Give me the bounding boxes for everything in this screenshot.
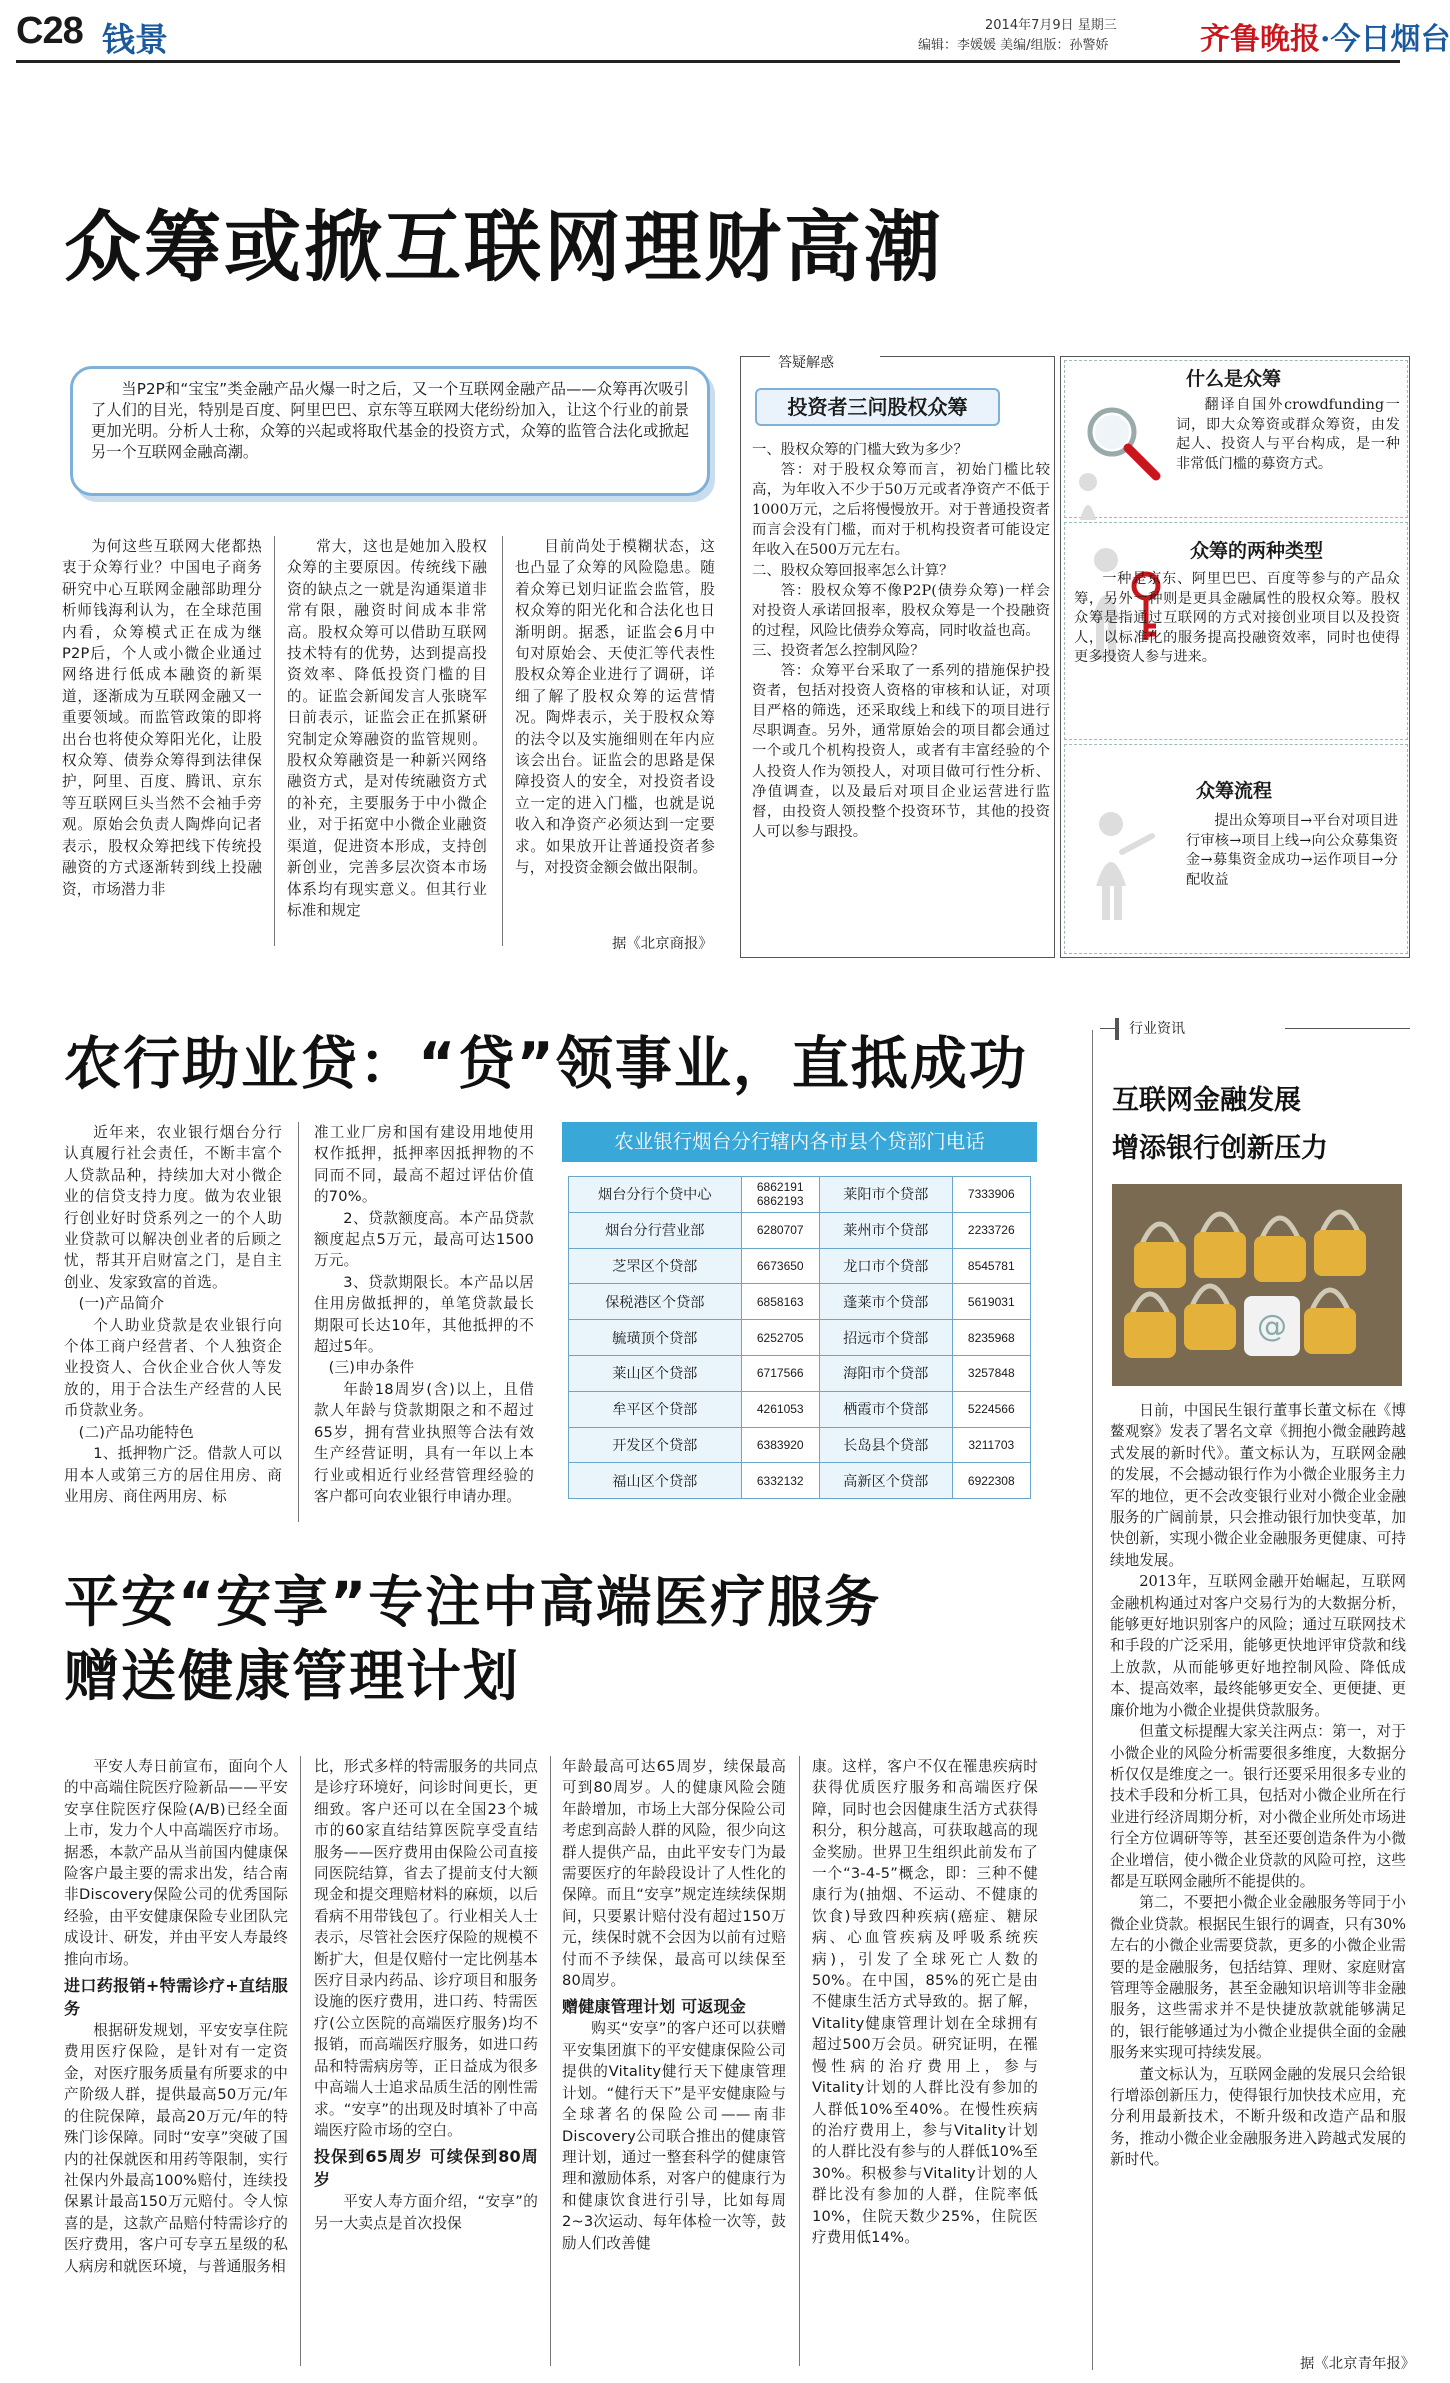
branch-name-cell: 莱山区个贷部 (569, 1355, 742, 1391)
subheading: 投保到65周岁 可续保到80周岁 (314, 2147, 538, 2190)
phone-table-row (569, 1212, 1031, 1248)
qa-answer: 答：股权众筹不像P2P(债券众筹)一样会对投资人承诺回报率，股权众筹是一个投融资的过程，风险比债券众筹高，同时收益也高。 (752, 582, 1050, 639)
article3-col4 (812, 1756, 1038, 2371)
info-title-what: 什么是众筹 (1186, 368, 1282, 390)
paragraph: 购买“安享”的客户还可以获赠平安集团旗下的平安健康保险公司提供的Vitality健行天下健康管理计划。“健行天下”是平安健康险与全球著名的保险公司——南非Discovery公司联合推出的健康管理计划，通过一整套科学的健康管理和激励体系，对客户的健康行为和健康饮食进行引导，比如每周2~3次运动、每年体检一次等，鼓励人们改善健 (562, 2020, 786, 2252)
paragraph: 1、抵押物广泛。借款人可以用本人或第三方的居住用房、商业用房、商住两用房、标 (64, 1445, 282, 1505)
qa-answer: 答：众筹平台采取了一系列的措施保护投资者，包括对投资人资格的审核和认证，对项目严格的筛选，还采取线上和线下的项目进行尽职调查。另外，通常原始会的项目都会通过一个或几个机构投资人，或者有丰富经验的个人投资人作为领投人，对项目做可行性分析、净值调查，以及最后对项目企业运营进行监督，由投资人领投整个投资环节，其他的投资人可以参与跟投。 (752, 663, 1050, 840)
phone-number-cell: 6280707 (741, 1212, 819, 1248)
section-name: 钱景 (102, 20, 168, 59)
article3-headline-line1: 平安“安享”专注中高端医疗服务 (64, 1570, 882, 1634)
branch-name-cell: 烟台分行个贷中心 (569, 1177, 742, 1213)
phone-table-row (569, 1177, 1031, 1213)
phone-number-cell: 6252705 (741, 1320, 819, 1356)
article2-col2 (314, 1122, 534, 1522)
paragraph: 2013年，互联网金融开始崛起，互联网金融机构通过对客户交易行为的大数据分析，能够更好地识别客户的风险；通过互联网技术和手段的广泛采用，能够更快地评审贷款和线上放款，从而能够更好地控制风险、降低成本、提高效率，最终能够更安全、更便捷、更廉价地为小微企业提供贷款服务。 (1110, 1573, 1406, 1719)
editor-credits: 编辑：李媛媛 美编/组版：孙警娇 (918, 38, 1109, 53)
phone-table-row (569, 1427, 1031, 1463)
info-title-process: 众筹流程 (1196, 780, 1273, 802)
paragraph: 平安人寿方面介绍，“安享”的另一大卖点是首次投保 (314, 2193, 538, 2232)
paragraph: 年龄18周岁(含)以上，且借款人年龄与贷款期限之和不超过65岁，拥有营业执照等合法有效生产经营证明，具有一年以上本行业或相近行业经营管理经验的客户都可向农业银行申请办理。 (314, 1380, 534, 1505)
phone-table-row (569, 1391, 1031, 1427)
qa-body (752, 440, 1050, 960)
branch-name-cell: 毓璜顶个贷部 (569, 1320, 742, 1356)
subheading: 进口药报销+特需诊疗+直结服务 (64, 1976, 288, 2019)
page-number: C28 (16, 10, 83, 52)
phone-number-cell: 6858163 (741, 1284, 819, 1320)
article1-col1: 为何这些互联网大佬都热衷于众筹行业？中国电子商务研究中心互联网金融部助理分析师钱海利认为，在全球范围内看，众筹模式正在成为继P2P后，个人或小微企业通过网络进行低成本融资的新渠道，逐渐成为互联网金融又一重要领域。而监管政策的即将出台也将使众筹阳光化，让股权众筹、债券众筹得到法律保护，阿里、百度、腾讯、京东等互联网巨头当然不会袖手旁观。原始会负责人陶烨向记者表示，股权众筹把线下传统投融资的方式逐渐转到线上投融资，市场潜力非 (62, 538, 262, 898)
phone-table-row (569, 1284, 1031, 1320)
phone-directory-table (568, 1176, 1031, 1499)
article1-source: 据《北京商报》 (612, 936, 713, 952)
phone-number-cell: 3211703 (952, 1427, 1030, 1463)
branch-name-cell: 烟台分行营业部 (569, 1212, 742, 1248)
article1-headline: 众筹或掀互联网理财高潮 (64, 204, 944, 293)
article2-headline: 农行助业贷：“贷”领事业，直抵成功 (64, 1031, 1028, 1097)
phone-number-cell: 6332132 (741, 1463, 819, 1499)
paragraph: 2、贷款额度高。本产品贷款额度起点5万元，最高可达1500万元。 (314, 1209, 534, 1270)
branch-name-cell: 保税港区个贷部 (569, 1284, 742, 1320)
info-text-types: 一种是京东、阿里巴巴、百度等参与的产品众筹，另外一种则是更具金融属性的股权众筹。股权众筹是指通过互联网的方式对接创业项目以及投资人，以标准化的服务提高投融资效率，同时也使得更多投资人参与进来。 (1074, 571, 1400, 666)
qa-question: 二、股权众筹回报率怎么计算？ (752, 562, 954, 579)
qa-question: 一、股权众筹的门槛大致为多少？ (752, 442, 968, 458)
padlocks-photo (1112, 1184, 1402, 1386)
phone-number-cell: 6922308 (952, 1463, 1030, 1499)
paragraph: 康。这样，客户不仅在罹患疾病时获得优质医疗服务和高端医疗保障，同时也会因健康生活方式获得积分，积分越高，可获取越高的现金奖励。世界卫生组织此前发布了一个“3-4-5”概念，即：三种不健康行为(抽烟、不运动、不健康的饮食)导致四种疾病(癌症、糖尿病、心血管疾病及呼吸系统疾病)，引发了全球死亡人数的50%。在中国，85%的死亡是由不健康生活方式导致的。据了解，Vitality健康管理计划在全球拥有超过500万会员。研究证明，在罹慢性病的治疗费用上，参与Vitality计划的人群比没有参加的人群低10%至40%。在慢性疾病的治疗费用上，参与Vitality计划的人群比没有参与的人群低10%至30%。积极参与Vitality计划的人群比没有参加的人群，住院率低10%，住院天数少25%，住院医疗费用低14%。 (812, 1758, 1038, 2246)
column-divider (274, 536, 275, 946)
sidebar-title-line1: 互联网金融发展 (1112, 1085, 1301, 1116)
phone-number-cell: 3257848 (952, 1355, 1030, 1391)
column-divider (550, 1756, 551, 2366)
header-rule (16, 60, 1400, 63)
column-divider (799, 1756, 800, 2366)
branch-name-cell: 长岛县个贷部 (819, 1427, 952, 1463)
phone-number-cell: 5619031 (952, 1284, 1030, 1320)
phone-number-cell: 5224566 (952, 1391, 1030, 1427)
phone-number-cell: 4261053 (741, 1391, 819, 1427)
subheading: (二)产品功能特色 (78, 1423, 194, 1441)
article2-col1 (64, 1122, 282, 1522)
paragraph: 3、贷款期限长。本产品以居住用房做抵押的，单笔贷款最长期限可长达10年，其他抵押的不超过5年。 (314, 1273, 534, 1356)
branch-name-cell: 福山区个贷部 (569, 1463, 742, 1499)
branch-name-cell: 牟平区个贷部 (569, 1391, 742, 1427)
paragraph: 根据研发规划，平安安享住院费用医疗保险，是针对有一定资金，对医疗服务质量有所要求的中产阶级人群，提供最高50万元/年的住院保障，最高20万元/年的特殊门诊保障。同时“安享”突破了国内的社保就医和用药等限制，实行社保内外最高100%赔付，连续投保累计最高150万元赔付。令人惊喜的是，这款产品赔付特需诊疗的医疗费用，客户可专享五星级的私人病房和就医环境，与普通服务相 (64, 2022, 288, 2275)
phone-number-cell: 6717566 (741, 1355, 819, 1391)
sidebar-title-line2: 增添银行创新压力 (1112, 1133, 1328, 1164)
info-text-what: 翻译自国外crowdfunding一词，即大众筹资或群众筹资，由发起人、投资人与平台构成，是一种非常低门槛的募资方式。 (1176, 397, 1400, 472)
sidebar-source: 据《北京青年报》 (1300, 2356, 1416, 2372)
branch-name-cell: 栖霞市个贷部 (819, 1391, 952, 1427)
qa-question: 三、投资者怎么控制风险？ (752, 642, 925, 659)
paragraph: 准工业厂房和国有建设用地使用权作抵押，抵押率因抵押物的不同而不同，最高不超过评估价值的70%。 (314, 1124, 534, 1206)
branch-name-cell: 龙口市个贷部 (819, 1248, 952, 1284)
subheading: (三)申办条件 (328, 1359, 415, 1377)
article1-col2: 常大，这也是她加入股权众筹的主要原因。传统线下融资的缺点之一就是沟通渠道非常有限，融资时间成本非常高。股权众筹可以借助互联网技术特有的优势，达到提高投资效率、降低投资门槛的目的。证监会新闻发言人张晓军日前表示，证监会正在抓紧研究制定众筹融资的监管规则。股权众筹融资是一种新兴网络融资方式，是对传统融资方式的补充，主要服务于中小微企业，对于拓宽中小微企业融资渠道，促进资本形成，支持创新创业，完善多层次资本市场体系均有现实意义。但其行业标准和规定 (287, 538, 487, 919)
paragraph: 日前，中国民生银行董事长董文标在《博鳌观察》发表了署名文章《拥抱小微金融跨越式发展的新时代》。董文标认为，互联网金融的发展，不会撼动银行作为小微企业服务主力军的地位，更不会改变银行业对小微企业金融服务的广阔前景，只会推动银行加快变革，加快创新，实现小微企业金融服务更健康、可持续地发展。 (1110, 1402, 1406, 1569)
paragraph: 近年来，农业银行烟台分行认真履行社会责任，不断丰富个人贷款品种，持续加大对小微企业的信贷支持力度。做为农业银行创业好时贷系列之一的个人助业贷款可以解决创业者的后顾之忧，帮其开启财富之门，是自主创业、发家致富的首选。 (64, 1124, 282, 1291)
phone-number-cell: 6862191 6862193 (741, 1177, 819, 1213)
pointing-figure-icon (1066, 790, 1176, 940)
paragraph: 比，形式多样的特需服务的共同点是诊疗环境好，问诊时间更长，更细致。客户还可以在全国23个城市的60家直结结算医院享受直结服务——医疗费用由保险公司直接同医院结算，省去了提前支付大额现金和提交理赔材料的麻烦，以后看病不用带钱包了。行业相关人士表示，尽管社会医疗保险的规模不断扩大，但是仅赔付一定比例基本医疗目录内药品、诊疗项目和服务设施的医疗费用，进口药、特需医疗(公立医院的高端医疗服务)均不报销，而高端医疗服务，如进口药品和特需病房等，正日益成为很多中高端人士追求品质生活的刚性需求。“安享”的出现及时填补了中高端医疗险市场的空白。 (314, 1758, 538, 2139)
svg-text:@: @ (1257, 1309, 1287, 1344)
paragraph: 第二，不要把小微企业金融服务等同于小微企业贷款。根据民生银行的调查，只有30%左右的小微企业需要贷款，更多的小微企业需要的是金融服务，包括结算、理财、家庭财富管理等金融服务，甚至金融知识培训等非金融服务，这些需求并不是快捷放款就能够满足的，银行能够通过为小微企业提供全面的金融服务来实现可持续发展。 (1110, 1894, 1406, 2062)
paragraph: 年龄最高可达65周岁，续保最高可到80周岁。人的健康风险会随年龄增加，市场上大部分保险公司考虑到高龄人群的风险，很少向这群人提供产品，由此平安专门为最需要医疗的年龄段设计了人性化的保障。而且“安享”规定连续续保期间，只要累计赔付没有超过150万元，续保时就不会因为以前有过赔付而不予续保，最高可以续保至80周岁。 (562, 1758, 786, 1990)
subheading: (一)产品简介 (78, 1295, 165, 1313)
column-divider (502, 536, 503, 946)
branch-name-cell: 开发区个贷部 (569, 1427, 742, 1463)
phone-table-title: 农业银行烟台分行辖内各市县个贷部门电话 (562, 1122, 1037, 1162)
qa-tag: 答疑解惑 (770, 352, 880, 374)
brand-name: 齐鲁晚报 (1200, 22, 1320, 57)
column-divider (300, 1756, 301, 2366)
phone-number-cell: 6673650 (741, 1248, 819, 1284)
branch-name-cell: 蓬莱市个贷部 (819, 1284, 952, 1320)
phone-number-cell: 7333906 (952, 1177, 1030, 1213)
info-text-process: 提出众筹项目→平台对项目进行审核→项目上线→向公众募集资金→募集资金成功→运作项目→分配收益 (1186, 813, 1398, 888)
sidebar-divider (1092, 1030, 1093, 2370)
phone-table-row (569, 1248, 1031, 1284)
column-divider (298, 1122, 299, 1522)
article1-col3: 目前尚处于模糊状态，这也凸显了众筹的风险隐患。随着众筹已划归证监会监管，股权众筹的阳光化和合法化也日渐明朗。据悉，证监会6月中旬对原始会、天使汇等代表性股权众筹企业进行了调研，详细了解了股权众筹的运营情况。陶烨表示，关于股权众筹的法令以及实施细则在年内应该会出台。证监会的思路是保障投资人的安全，对投资者设立一定的进入门槛，也就是说收入和净资产必须达到一定要求。如果放开让普通投资者参与，对投资金额会做出限制。 (515, 538, 715, 877)
branch-name-cell: 海阳市个贷部 (819, 1355, 952, 1391)
paragraph: 平安人寿日前宣布，面向个人的中高端住院医疗险新品——平安安享住院医疗保险(A/B)已经全面上市，发力个人中高端医疗市场。据悉，本款产品从当前国内健康保险客户最主要的需求出发，结合南非Discovery保险公司的优秀国际经验，由平安健康保险专业团队完成设计、研发，并由平安人寿最终推向市场。 (64, 1758, 288, 1968)
magnifier-figure-icon (1066, 372, 1176, 522)
article3-headline-line2: 赠送健康管理计划 (64, 1644, 521, 1708)
phone-number-cell: 8545781 (952, 1248, 1030, 1284)
branch-name-cell: 招远市个贷部 (819, 1320, 952, 1356)
branch-name-cell: 莱州市个贷部 (819, 1212, 952, 1248)
issue-date: 2014年7月9日 星期三 (985, 18, 1117, 33)
branch-name-cell: 芝罘区个贷部 (569, 1248, 742, 1284)
sidebar-tag: 行业资讯 (1115, 1018, 1285, 1040)
article3-col3 (562, 1756, 786, 2371)
phone-number-cell: 2233726 (952, 1212, 1030, 1248)
phone-table-row (569, 1320, 1031, 1356)
paragraph: 董文标认为，互联网金融的发展只会给银行增添创新压力，使得银行加快技术应用，充分利用最新技术，不断升级和改造产品和服务，推动小微企业金融服务进入跨越式发展的新时代。 (1110, 2065, 1406, 2169)
subheading: 赠健康管理计划 可返现金 (562, 1997, 746, 2017)
phone-number-cell: 6383920 (741, 1427, 819, 1463)
paragraph: 但董文标提醒大家关注两点：第一，对于小微企业的风险分析需要很多维度，大数据分析仅仅是维度之一。银行还要采用很多专业的技术手段和分析工具，包括对小微企业所在行业进行经济周期分析，对小微企业所处市场进行全方位调研等等，甚至还要创造条件为小微企业增信，使小微企业贷款的风险可控，这些都是互联网金融所不能提供的。 (1110, 1723, 1406, 1890)
phone-table-row (569, 1463, 1031, 1499)
info-title-types: 众筹的两种类型 (1190, 540, 1324, 562)
phone-number-cell: 8235968 (952, 1320, 1030, 1356)
sidebar-body (1110, 1400, 1406, 2370)
article3-col1 (64, 1756, 288, 2371)
brand-edition: ·今日烟台 (1320, 22, 1450, 57)
qa-title: 投资者三问股权众筹 (755, 388, 1000, 426)
article1-lead: 当P2P和“宝宝”类金融产品火爆一时之后，又一个互联网金融产品——众筹再次吸引了人们的目光，特别是百度、阿里巴巴、京东等互联网大佬纷纷加入，让这个行业的前景更加光明。分析人士称，众筹的兴起或将取代基金的投资方式，众筹的监管合法化或掀起另一个互联网金融高潮。 (70, 366, 710, 496)
paragraph: 个人助业贷款是农业银行向个体工商户经营者、个人独资企业投资人、合伙企业合伙人等发放的，用于合法生产经营的人民币贷款业务。 (64, 1316, 282, 1420)
newspaper-brand (1200, 14, 1450, 58)
branch-name-cell: 莱阳市个贷部 (819, 1177, 952, 1213)
branch-name-cell: 高新区个贷部 (819, 1463, 952, 1499)
article3-col2 (314, 1756, 538, 2371)
phone-table-row (569, 1355, 1031, 1391)
qa-answer: 答：对于股权众筹而言，初始门槛比较高，为年收入不少于50万元或者净资产不低于1000万元，之后将慢慢放开。对于普通投资者而言会没有门槛，而对于机构投资者可能设定年收入在500万元左右。 (752, 462, 1050, 559)
